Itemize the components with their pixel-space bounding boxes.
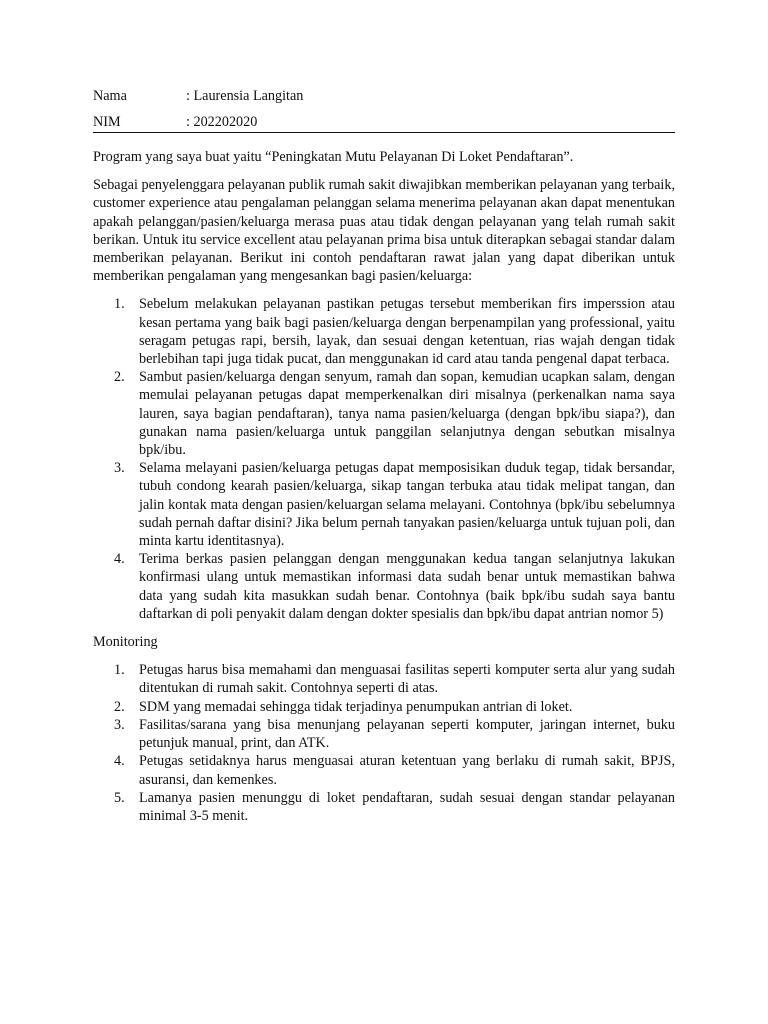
list-number: 4. xyxy=(114,551,125,568)
list-number: 2. xyxy=(114,369,125,386)
list-text: Petugas setidaknya harus menguasai aturan ketentuan yang berlaku di rumah sakit, BPJS, asuransi, dan kemenkes. xyxy=(139,753,675,788)
list-number: 3. xyxy=(114,460,125,477)
list-item xyxy=(93,550,675,623)
nim-label: NIM xyxy=(93,114,121,130)
list-item xyxy=(93,698,675,716)
service-steps-list xyxy=(93,295,675,623)
name-row xyxy=(93,87,675,106)
list-item xyxy=(93,789,675,825)
list-text: SDM yang memadai sehingga tidak terjadinya penumpukan antrian di loket. xyxy=(139,698,573,715)
list-number: 2. xyxy=(114,698,125,715)
list-text: Sebelum melakukan pelayanan pastikan petugas tersebut memberikan firs imperssion atau kesan pertama yang baik bagi pasien/keluarga dengan berpenampilan yang professional, yaitu seragam petugas rapi, bersih, layak, dan sesuai dengan ketentuan, rias wajah dengan tidak berlebihan tapi juga tidak pucat, dan menggunakan id card atau tanda pengenal dapat terbaca. xyxy=(139,296,675,368)
list-text: Sambut pasien/keluarga dengan senyum, ramah dan sopan, kemudian ucapkan salam, dengan memulai pelayanan petugas dapat memperkenalkan diri misalnya (perkenalkan nama saya lauren, saya bagian pendaftaran), tanya nama pasien/keluarga (dengan bpk/ibu siapa?), dan gunakan nama pasien/keluarga untuk panggilan selanjutnya dengan sebutkan misalnya bpk/ibu. xyxy=(139,369,675,459)
name-label: Nama xyxy=(93,88,127,104)
name-value: : Laurensia Langitan xyxy=(186,88,304,104)
document-content xyxy=(93,87,675,825)
intro-paragraph: Sebagai penyelenggara pelayanan publik rumah sakit diwajibkan memberikan pelayanan yang terbaik, customer experience atau pengalaman pelanggan selama menerima pelayanan akan dapat menentukan apakah pelanggan/pasien/keluarga merasa puas atau tidak dengan pelayanan yang telah rumah sakit berikan. Untuk itu service excellent atau pelayanan prima bisa untuk diterapkan sebagai standar dalam memberikan pelayanan. Berikut ini contoh pendaftaran rawat jalan yang dapat diberikan untuk memberikan pengalaman yang mengesankan bagi pasien/keluarga: xyxy=(93,177,675,285)
list-item xyxy=(93,752,675,788)
list-text: Fasilitas/sarana yang bisa menunjang pelayanan seperti komputer, jaringan internet, buku petunjuk manual, print, dan ATK. xyxy=(139,716,675,752)
list-text: Terima berkas pasien pelanggan dengan menggunakan kedua tangan selanjutnya lakukan konfirmasi ulang untuk memastikan informasi data sudah benar untuk memastikan bahwa data yang sudah kita masukkan sudah benar. Contohnya (baik bpk/ibu sudah saya bantu daftarkan di poli penyakit dalam dengan dokter spesialis dan bpk/ibu dapat antrian nomor 5) xyxy=(139,551,675,622)
list-item xyxy=(93,368,675,459)
list-number: 5. xyxy=(114,789,125,806)
header-divider xyxy=(93,132,675,133)
list-item xyxy=(93,716,675,752)
list-text: Selama melayani pasien/keluarga petugas dapat memposisikan duduk tegap, tidak bersandar, tubuh condong kearah pasien/keluarga, sikap tangan terbuka atau tidak melipat tangan, dan jalin kontak mata dengan pasien/keluargan selama melayani. Contohnya (bpk/ibu sebelumnya sudah pernah daftar disini? Jika belum pernah tanyakan pasien/keluarga untuk tujuan poli, dan minta kartu identitasnya). xyxy=(139,460,675,550)
list-item xyxy=(93,661,675,697)
list-number: 4. xyxy=(114,753,125,770)
list-number: 3. xyxy=(114,716,125,733)
nim-row xyxy=(93,113,675,132)
program-line: Program yang saya buat yaitu “Peningkatan Mutu Pelayanan Di Loket Pendaftaran”. xyxy=(93,149,574,165)
list-item xyxy=(93,295,675,368)
list-number: 1. xyxy=(114,296,125,313)
list-text: Lamanya pasien menunggu di loket pendaftaran, sudah sesuai dengan standar pelayanan minimal 3-5 menit. xyxy=(139,789,675,824)
list-item xyxy=(93,459,675,550)
list-text: Petugas harus bisa memahami dan menguasai fasilitas seperti komputer serta alur yang sudah ditentukan di rumah sakit. Contohnya seperti di atas. xyxy=(139,662,675,697)
monitoring-list xyxy=(93,661,675,825)
list-number: 1. xyxy=(114,662,125,679)
nim-value: : 202202020 xyxy=(186,114,258,130)
monitoring-heading: Monitoring xyxy=(93,634,158,651)
